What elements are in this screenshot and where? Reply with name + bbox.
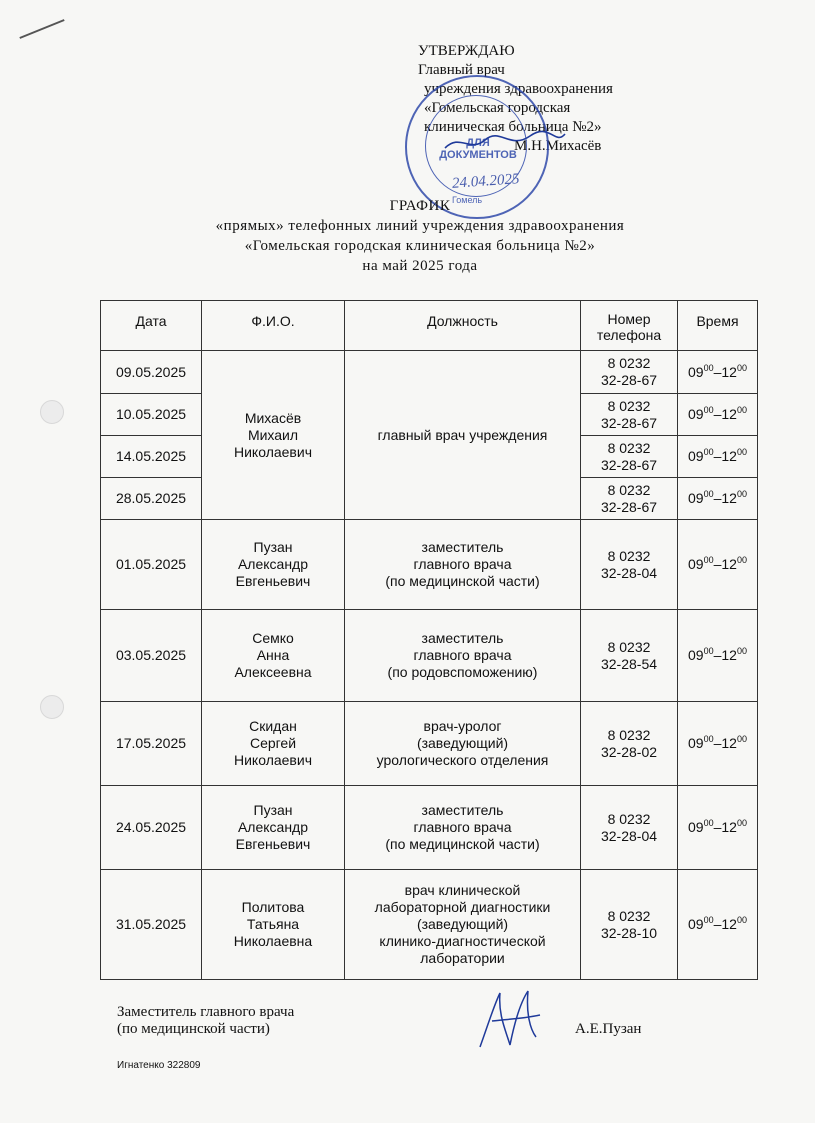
header-date: Дата	[101, 301, 202, 351]
time-end: 12	[721, 556, 737, 572]
row-phone	[581, 436, 678, 478]
time-end: 12	[721, 448, 737, 464]
name-line: Александр	[237, 819, 309, 835]
approval-org-line1: учреждения здравоохранения	[424, 81, 613, 97]
row-date	[101, 786, 202, 870]
time-end-min: 00	[736, 447, 747, 457]
position-line: главного врача	[413, 556, 512, 572]
approval-org-line3: клиническая больница №2»	[424, 119, 602, 135]
name-line: Алексеевна	[234, 664, 312, 680]
time-end-min: 00	[736, 915, 747, 925]
position-line: (по родовспоможению)	[387, 664, 538, 680]
time-sep: –	[713, 647, 722, 663]
position-line: главного врача	[413, 647, 512, 663]
row-phone	[581, 610, 678, 702]
deputy-signature	[470, 985, 550, 1055]
row-position	[345, 520, 581, 610]
row-phone	[581, 478, 678, 520]
name-line: Анна	[256, 647, 290, 663]
name-line: Александр	[237, 556, 309, 572]
position-line: (заведующий)	[416, 735, 509, 751]
title-line3: «Гомельская городская клиническая больница №2»	[244, 238, 596, 254]
row-position	[345, 870, 581, 980]
row-position: главный врач учреждения	[345, 351, 581, 520]
time-sep: –	[713, 735, 722, 751]
phone-number: 32-28-67	[600, 456, 658, 473]
time-end-min: 00	[736, 818, 747, 828]
header-time: Время	[678, 301, 758, 351]
row-phone	[581, 786, 678, 870]
row-name	[202, 786, 345, 870]
approval-position: Главный врач	[418, 62, 505, 78]
time-start-min: 00	[703, 646, 714, 656]
row-date-text: 03.05.2025	[115, 647, 187, 663]
name-line: Михасёв	[244, 409, 302, 426]
time-start-min: 00	[703, 489, 714, 499]
time-start: 09	[688, 916, 704, 932]
table-header-row	[101, 301, 758, 351]
name-line: Семко	[252, 630, 294, 646]
position-line: (заведующий)	[416, 916, 509, 932]
phone-number: 32-28-67	[600, 498, 658, 515]
name-line: Николаевич	[234, 443, 312, 460]
pen-mark	[19, 19, 64, 39]
time-sep: –	[713, 406, 722, 422]
row-name	[202, 351, 345, 520]
name-line: Сергей	[249, 735, 297, 751]
time-start-min: 00	[703, 405, 714, 415]
time-end: 12	[721, 647, 737, 663]
time-start: 09	[688, 448, 704, 464]
time-start-min: 00	[703, 734, 714, 744]
position-line: урологического отделения	[376, 752, 549, 768]
phone-number: 32-28-04	[600, 827, 658, 844]
row-date: 14.05.2025	[101, 436, 202, 478]
name-line: Политова	[241, 899, 305, 915]
row-time	[678, 610, 758, 702]
name-line: Евгеньевич	[235, 836, 311, 852]
time-start: 09	[688, 819, 704, 835]
title-line2: «прямых» телефонных линий учреждения здравоохранения	[215, 218, 625, 234]
row-time	[678, 351, 758, 394]
row-date-text: 31.05.2025	[115, 916, 187, 932]
phone-number: 32-28-67	[600, 414, 658, 431]
position-line: (по медицинской части)	[385, 836, 540, 852]
time-end-min: 00	[736, 555, 747, 565]
time-start: 09	[688, 735, 704, 751]
director-signature	[440, 128, 570, 158]
position-line: врач клинической	[404, 882, 521, 898]
schedule-table	[100, 300, 758, 980]
footer-name: А.Е.Пузан	[575, 1021, 642, 1037]
row-position	[345, 702, 581, 786]
row-phone	[581, 702, 678, 786]
time-sep: –	[713, 819, 722, 835]
row-time	[678, 394, 758, 436]
name-line: Татьяна	[246, 916, 300, 932]
time-start: 09	[688, 556, 704, 572]
time-sep: –	[713, 556, 722, 572]
row-date	[101, 610, 202, 702]
header-phone: Номер телефона	[581, 301, 678, 351]
position-line: лабораторной диагностики	[374, 899, 551, 915]
time-start: 09	[688, 363, 704, 380]
time-end: 12	[721, 490, 737, 506]
row-time	[678, 870, 758, 980]
time-end: 12	[721, 735, 737, 751]
phone-code: 8 0232	[607, 810, 651, 827]
row-phone	[581, 394, 678, 436]
document-title	[100, 196, 740, 276]
row-name	[202, 610, 345, 702]
row-date	[101, 870, 202, 980]
phone-number: 32-28-10	[600, 924, 658, 941]
row-date: 09.05.2025	[101, 351, 202, 394]
phone-code: 8 0232	[607, 638, 651, 655]
executor-note: Игнатенко 322809	[117, 1060, 201, 1071]
row-name	[202, 520, 345, 610]
punch-hole	[40, 695, 64, 719]
phone-code: 8 0232	[607, 439, 651, 456]
time-end: 12	[721, 916, 737, 932]
stamp-label: ДЛЯ ДОКУМЕНТОВ	[439, 137, 517, 161]
phone-number: 32-28-54	[600, 655, 658, 672]
footer-position-line1: Заместитель главного врача	[117, 1004, 295, 1020]
row-name	[202, 702, 345, 786]
row-name	[202, 870, 345, 980]
time-end-min: 00	[736, 362, 747, 373]
approval-heading: УТВЕРЖДАЮ	[418, 43, 515, 59]
position-line: лаборатории	[420, 950, 505, 966]
time-end: 12	[721, 363, 737, 380]
position-line: заместитель	[421, 630, 504, 646]
time-end: 12	[721, 406, 737, 422]
phone-number: 32-28-02	[600, 743, 658, 760]
time-sep: –	[713, 916, 722, 932]
time-start-min: 00	[703, 447, 714, 457]
row-phone	[581, 520, 678, 610]
title-main: ГРАФИК	[389, 198, 451, 214]
row-time	[678, 702, 758, 786]
footer-position-line2: (по медицинской части)	[117, 1021, 270, 1037]
time-start-min: 00	[703, 818, 714, 828]
table-row	[101, 351, 758, 394]
name-line: Пузан	[253, 539, 293, 555]
row-time	[678, 786, 758, 870]
time-sep: –	[713, 363, 722, 380]
row-position	[345, 610, 581, 702]
time-start: 09	[688, 647, 704, 663]
phone-code: 8 0232	[607, 907, 651, 924]
time-end-min: 00	[736, 489, 747, 499]
stamp-handwritten-date: 24.04.2025	[451, 171, 520, 192]
time-sep: –	[713, 448, 722, 464]
time-start-min: 00	[703, 915, 714, 925]
phone-code: 8 0232	[607, 397, 651, 414]
row-position	[345, 786, 581, 870]
time-sep: –	[713, 490, 722, 506]
punch-hole	[40, 400, 64, 424]
time-end-min: 00	[736, 646, 747, 656]
row-phone	[581, 351, 678, 394]
position-line: главного врача	[413, 819, 512, 835]
phone-code: 8 0232	[607, 547, 651, 564]
row-time	[678, 478, 758, 520]
name-line: Михаил	[247, 426, 299, 443]
row-date-text: 24.05.2025	[115, 819, 187, 835]
table-row	[101, 786, 758, 870]
footer-signatory-block	[117, 1004, 294, 1038]
row-date: 28.05.2025	[101, 478, 202, 520]
name-line: Пузан	[253, 802, 293, 818]
time-start-min: 00	[703, 555, 714, 565]
position-line: заместитель	[421, 539, 504, 555]
row-time	[678, 436, 758, 478]
phone-code: 8 0232	[607, 726, 651, 743]
approval-signatory: М.Н.Михасёв	[514, 138, 602, 154]
time-end-min: 00	[736, 734, 747, 744]
phone-number: 32-28-04	[600, 564, 658, 581]
name-line: Николаевич	[234, 752, 312, 768]
row-phone	[581, 870, 678, 980]
time-start-min: 00	[703, 362, 714, 373]
position-line: клинико-диагностической	[379, 933, 546, 949]
phone-code: 8 0232	[607, 355, 651, 371]
header-position: Должность	[345, 301, 581, 351]
table-row	[101, 702, 758, 786]
row-date: 10.05.2025	[101, 394, 202, 436]
row-date	[101, 702, 202, 786]
table-row	[101, 610, 758, 702]
time-end: 12	[721, 819, 737, 835]
title-line4: на май 2025 года	[362, 258, 478, 274]
name-line: Евгеньевич	[235, 573, 311, 589]
approval-org-line2: «Гомельская городская	[424, 100, 571, 116]
table-row	[101, 520, 758, 610]
table-row	[101, 870, 758, 980]
name-line: Николаевна	[233, 933, 313, 949]
name-line: Скидан	[249, 718, 297, 734]
time-end-min: 00	[736, 405, 747, 415]
row-date-text: 01.05.2025	[115, 556, 187, 572]
time-start: 09	[688, 406, 704, 422]
position-line: (по медицинской части)	[385, 573, 540, 589]
row-time	[678, 520, 758, 610]
phone-number: 32-28-67	[600, 372, 658, 388]
position-line: врач-уролог	[423, 718, 502, 734]
stamp-city: Гомель	[452, 195, 483, 205]
row-date	[101, 520, 202, 610]
phone-code: 8 0232	[607, 481, 651, 498]
row-date-text: 17.05.2025	[115, 735, 187, 751]
header-name: Ф.И.О.	[202, 301, 345, 351]
position-line: заместитель	[421, 802, 504, 818]
time-start: 09	[688, 490, 704, 506]
